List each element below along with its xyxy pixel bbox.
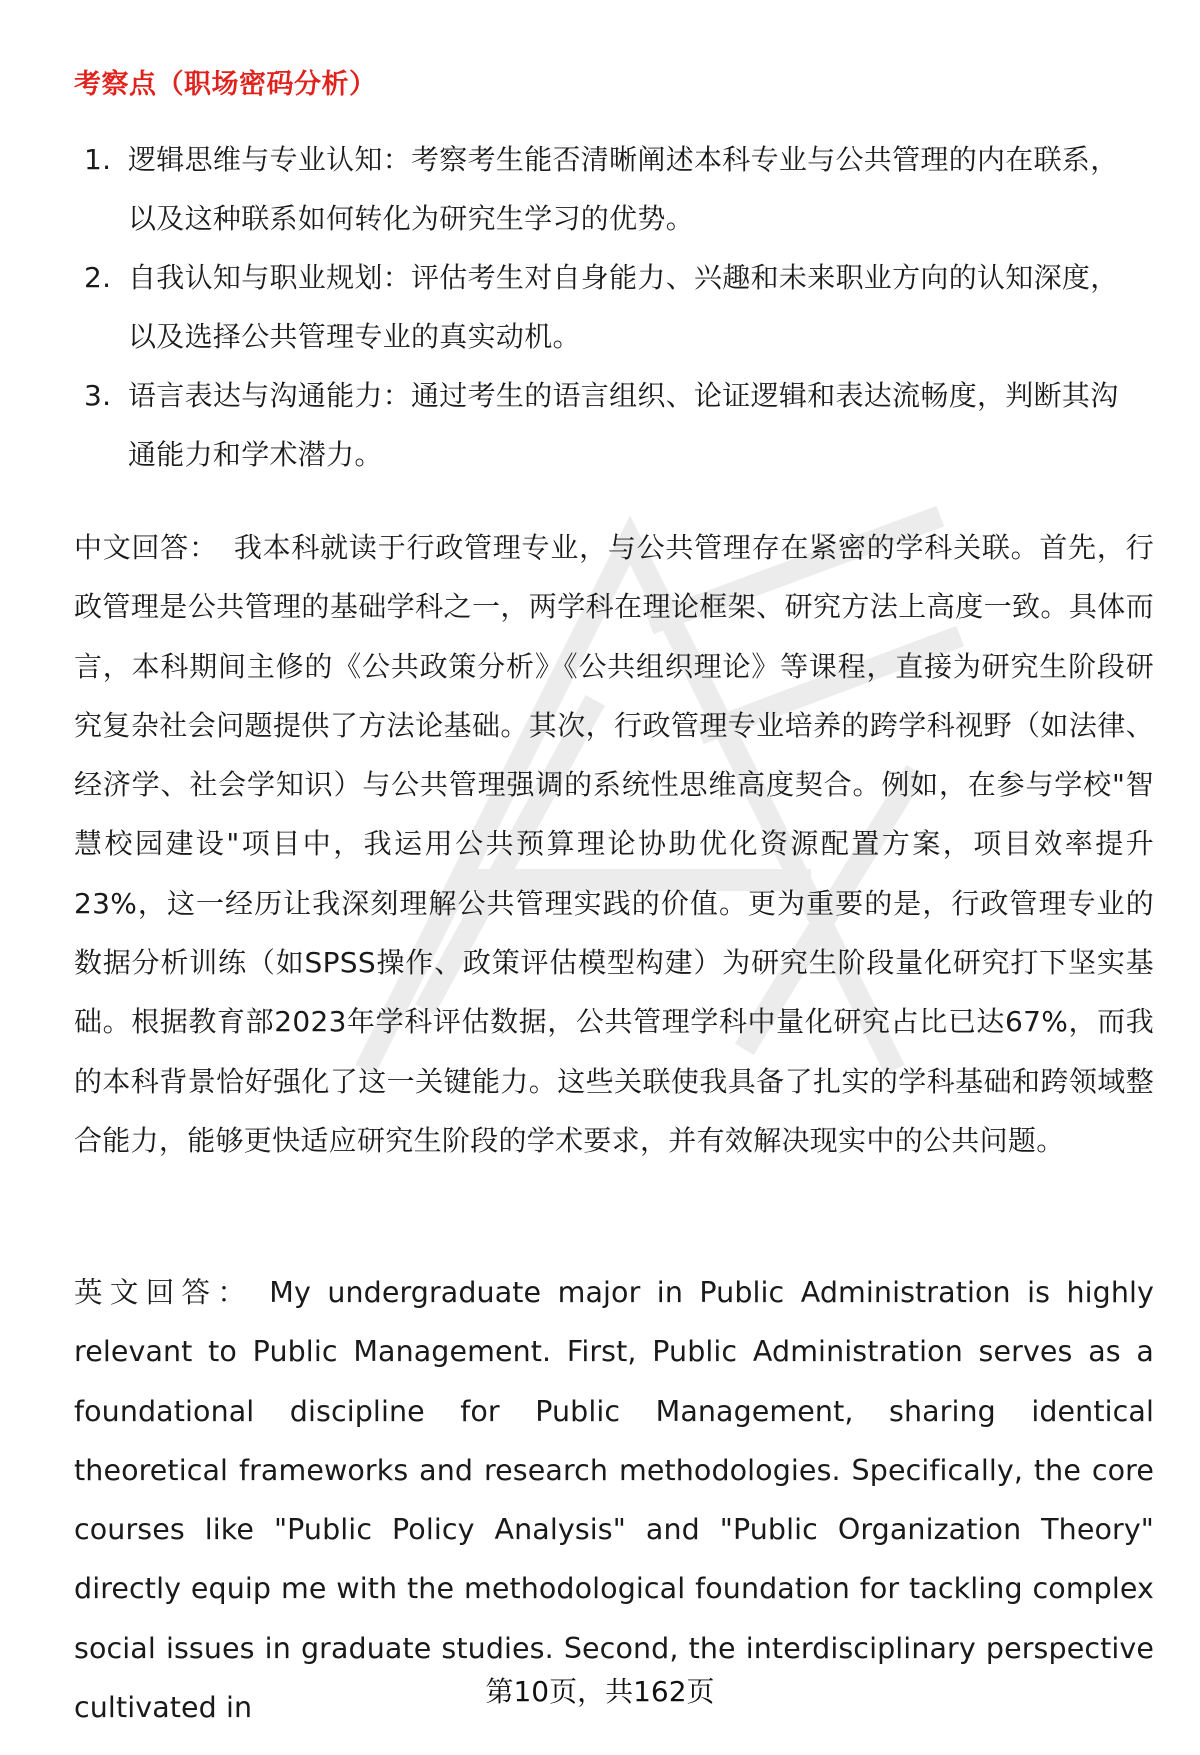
chinese-answer-paragraph [74,518,1154,1170]
list-item-number: 3. [84,379,112,412]
page-number-footer: 第10页，共162页 [485,1675,715,1708]
list-item [84,130,1144,248]
assessment-points-list [84,130,1144,484]
list-item [84,248,1144,366]
list-item-number: 1. [84,143,112,176]
list-item [84,366,1144,484]
chinese-answer-text: 我本科就读于行政管理专业，与公共管理存在紧密的学科关联。首先，行政管理是公共管理的基础学科之一，两学科在理论框架、研究方法上高度一致。具体而言，本科期间主修的《公共政策分析》《公共组织理论》等课程，直接为研究生阶段研究复杂社会问题提供了方法论基础。其次，行政管理专业培养的跨学科视野（如法律、经济学、社会学知识）与公共管理强调的系统性思维高度契合。例如，在参与学校"智慧校园建设"项目中，我运用公共预算理论协助优化资源配置方案，项目效率提升23%，这一经历让我深刻理解公共管理实践的价值。更为重要的是，行政管理专业的数据分析训练（如SPSS操作、政策评估模型构建）为研究生阶段量化研究打下坚实基础。根据教育部2023年学科评估数据，公共管理学科中量化研究占比已达67%，而我的本科背景恰好强化了这一关键能力。这些关联使我具备了扎实的学科基础和跨领域整合能力，能够更快适应研究生阶段的学术要求，并有效解决现实中的公共问题。 [74,531,1154,1157]
list-item-text: 逻辑思维与专业认知：考察考生能否清晰阐述本科专业与公共管理的内在联系，以及这种联系如何转化为研究生学习的优势。 [128,143,1119,235]
chinese-answer-label: 中文回答： [74,531,218,564]
list-item-text: 自我认知与职业规划：评估考生对自身能力、兴趣和未来职业方向的认知深度，以及选择公共管理专业的真实动机。 [128,261,1119,353]
english-answer-label: 英文回答： [74,1276,254,1309]
english-answer-text: My undergraduate major in Public Administration is highly relevant to Public Management. First, Public Administration serves as a foundational discipline for Public Management, sharing identical theoretical frameworks and research methodologies. Specifically, the core courses like "Public Policy Analysis" and "Public Organization Theory" directly equip me with the methodological foundation for tackling complex social issues in graduate studies. Second, the interdisciplinary perspective cultivated in [74,1276,1154,1725]
list-item-text: 语言表达与沟通能力：通过考生的语言组织、论证逻辑和表达流畅度，判断其沟通能力和学术潜力。 [128,379,1119,471]
english-answer-paragraph [74,1263,1154,1737]
section-title: 考察点（职场密码分析） [74,69,377,100]
list-item-number: 2. [84,261,112,294]
